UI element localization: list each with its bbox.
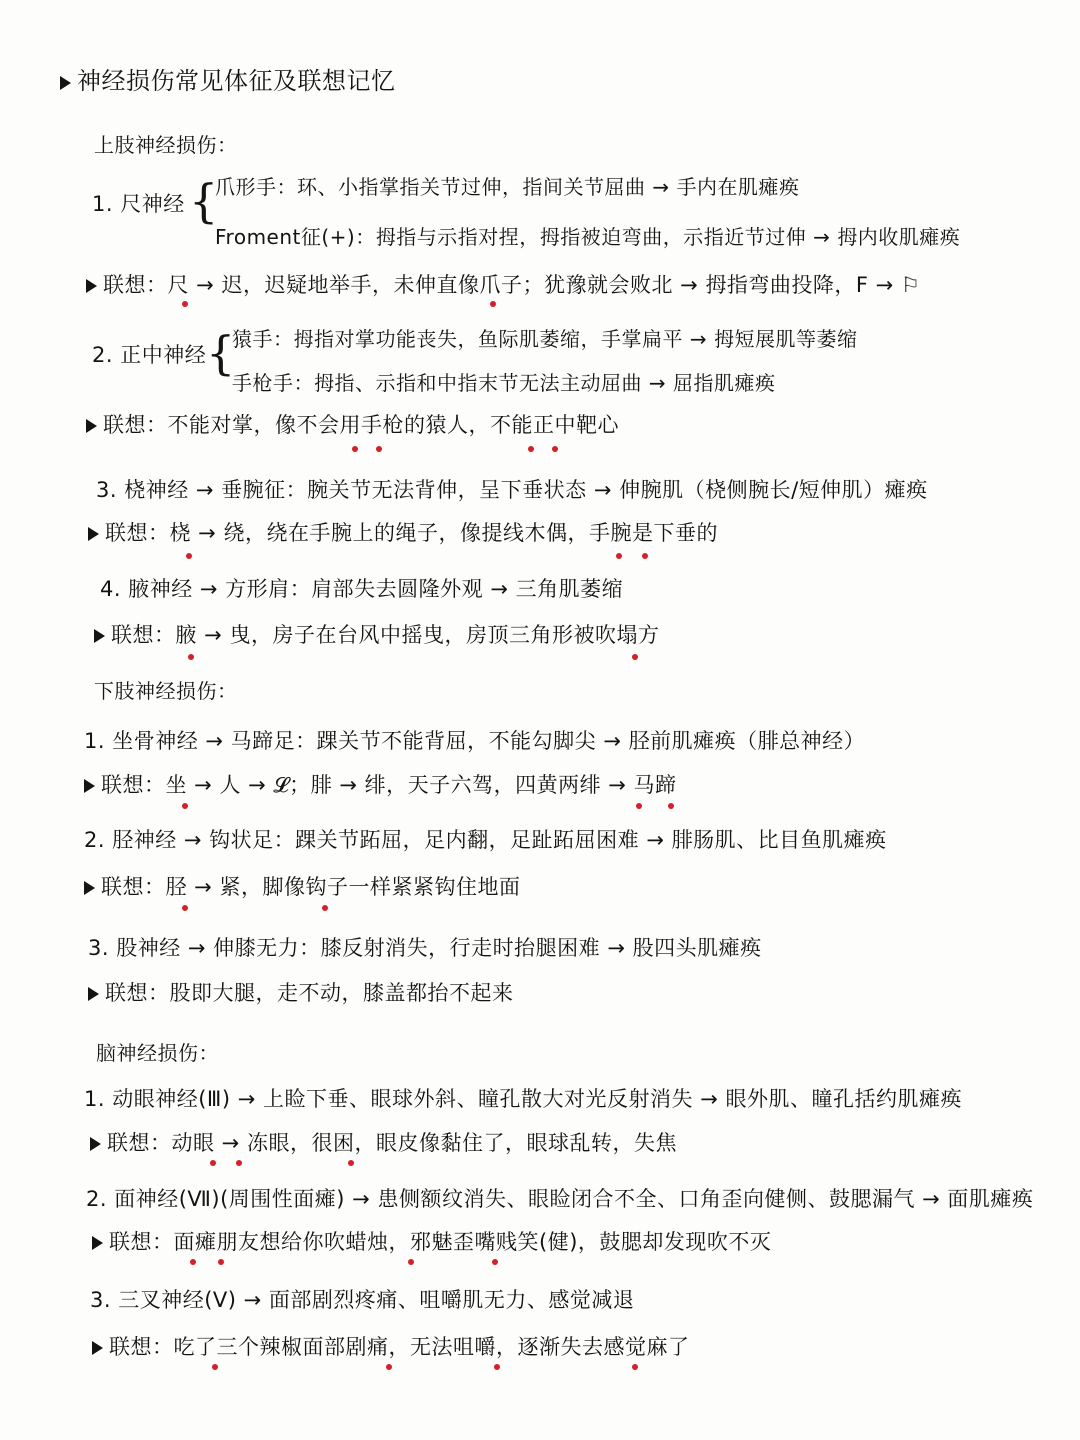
emphasis-dot: [642, 553, 648, 559]
bullet-triangle-icon: [92, 1341, 103, 1355]
sciatic-memory: [84, 770, 677, 800]
median-sign-1: 猿手：拇指对掌功能丧失，鱼际肌萎缩，手掌扁平 → 拇短展肌等萎缩: [232, 327, 858, 351]
emphasis-dot: [616, 553, 622, 559]
section-upper-heading: 上肢神经损伤：: [94, 133, 238, 157]
emphasis-dot: [212, 1364, 218, 1370]
trigeminal-sign: 3. 三叉神经(Ⅴ) → 面部剧烈疼痛、咀嚼肌无力、感觉减退: [90, 1288, 635, 1312]
emphasis-dot: [210, 1160, 216, 1166]
femoral-sign: 3. 股神经 → 伸膝无力：膝反射消失，行走时抬腿困难 → 股四头肌瘫痪: [88, 936, 762, 960]
tibial-memory: [84, 872, 520, 902]
emphasis-dot: [492, 1259, 498, 1265]
median-memory: [86, 410, 619, 440]
bullet-triangle-icon: [90, 1137, 101, 1151]
radial-sign: 3. 桡神经 → 垂腕征：腕关节无法背伸，呈下垂状态 → 伸腕肌（桡侧腕长/短伸肌）瘫痪: [96, 478, 928, 502]
emphasis-dot: [348, 1160, 354, 1166]
emphasis-dot: [218, 1259, 224, 1265]
radial-memory: [88, 518, 718, 548]
emphasis-dot: [322, 905, 328, 911]
bullet-triangle-icon: [86, 419, 97, 433]
oculomotor-sign: 1. 动眼神经(Ⅲ) → 上睑下垂、眼球外斜、瞳孔散大对光反射消失 → 眼外肌、瞳孔括约肌瘫痪: [84, 1087, 962, 1111]
emphasis-dot: [668, 803, 674, 809]
bullet-triangle-icon: [88, 987, 99, 1001]
emphasis-dot: [182, 803, 188, 809]
emphasis-dot: [632, 1364, 638, 1370]
emphasis-dot: [182, 905, 188, 911]
femoral-memory-text: 联想：股即大腿，走不动，膝盖都抬不起来: [105, 981, 514, 1005]
brace-icon: {: [206, 326, 236, 380]
page-title: [60, 66, 396, 96]
bullet-triangle-icon: [94, 629, 105, 643]
bullet-triangle-icon: [92, 1236, 103, 1250]
emphasis-dot: [236, 1160, 242, 1166]
trigeminal-memory-text: 联想：吃了三个辣椒面部剧痛，无法咀嚼，逐渐失去感觉麻了: [109, 1335, 690, 1359]
emphasis-dot: [408, 1259, 414, 1265]
bullet-triangle-icon: [84, 779, 95, 793]
section-brain-heading: 脑神经损伤：: [96, 1041, 219, 1065]
femoral-memory: [88, 978, 514, 1008]
axillary-sign: 4. 腋神经 → 方形肩：肩部失去圆隆外观 → 三角肌萎缩: [100, 577, 624, 601]
ulnar-memory-text: 联想：尺 → 迟，迟疑地举手，未伸直像爪子；犹豫就会败北 → 拇指弯曲投降，F → ⚐: [103, 273, 921, 297]
emphasis-dot: [188, 654, 194, 660]
bullet-triangle-icon: [60, 76, 71, 90]
emphasis-dot: [376, 446, 382, 452]
facial-memory: [92, 1227, 771, 1257]
median-sign-2: 手枪手：拇指、示指和中指末节无法主动屈曲 → 屈指肌瘫痪: [232, 371, 776, 395]
emphasis-dot: [528, 446, 534, 452]
radial-memory-text: 联想：桡 → 绕，绕在手腕上的绳子，像提线木偶，手腕是下垂的: [105, 521, 718, 545]
page-title-text: 神经损伤常见体征及联想记忆: [77, 67, 396, 95]
emphasis-dot: [182, 301, 188, 307]
ulnar-name: 1. 尺神经: [92, 192, 185, 216]
tibial-memory-text: 联想：胫 → 紧，脚像钩子一样紧紧钩住地面: [101, 875, 521, 899]
axillary-memory: [94, 620, 659, 650]
emphasis-dot: [490, 301, 496, 307]
bullet-triangle-icon: [84, 881, 95, 895]
oculomotor-memory-text: 联想：动眼 → 冻眼，很困，眼皮像黏住了，眼球乱转，失焦: [107, 1131, 677, 1155]
ulnar-memory: [86, 270, 920, 300]
axillary-memory-text: 联想：腋 → 曳，房子在台风中摇曳，房顶三角形被吹塌方: [111, 623, 660, 647]
ulnar-sign-1: 爪形手：环、小指掌指关节过伸，指间关节屈曲 → 手内在肌瘫痪: [215, 175, 800, 199]
bullet-triangle-icon: [88, 527, 99, 541]
bullet-triangle-icon: [86, 279, 97, 293]
emphasis-dot: [632, 654, 638, 660]
facial-sign: 2. 面神经(Ⅶ)(周围性面瘫) → 患侧额纹消失、眼睑闭合不全、口角歪向健侧、鼓腮漏气 → 面肌瘫痪: [86, 1187, 1034, 1211]
tibial-sign: 2. 胫神经 → 钩状足：踝关节跖屈，足内翻，足趾跖屈困难 → 腓肠肌、比目鱼肌瘫痪: [84, 828, 887, 852]
brace-icon: {: [189, 174, 219, 228]
sciatic-memory-text: 联想：坐 → 人 → 𝓛；腓 → 绯，天子六驾，四黄两绯 → 马蹄: [101, 773, 677, 797]
oculomotor-memory: [90, 1128, 677, 1158]
emphasis-dot: [552, 446, 558, 452]
ulnar-sign-2: Froment征(+)：拇指与示指对捏，拇指被迫弯曲，示指近节过伸 → 拇内收肌瘫痪: [215, 225, 961, 249]
facial-memory-text: 联想：面瘫朋友想给你吹蜡烛，邪魅歪嘴贱笑(健)，鼓腮却发现吹不灭: [109, 1230, 772, 1254]
emphasis-dot: [386, 1364, 392, 1370]
emphasis-dot: [636, 803, 642, 809]
emphasis-dot: [190, 1259, 196, 1265]
emphasis-dot: [494, 1364, 500, 1370]
sciatic-sign: 1. 坐骨神经 → 马蹄足：踝关节不能背屈，不能勾脚尖 → 胫前肌瘫痪（腓总神经）: [84, 729, 866, 753]
median-name: 2. 正中神经: [92, 343, 207, 367]
median-memory-text: 联想：不能对掌，像不会用手枪的猿人，不能正中靶心: [103, 413, 619, 437]
trigeminal-memory: [92, 1332, 690, 1362]
emphasis-dot: [352, 446, 358, 452]
section-lower-heading: 下肢神经损伤：: [94, 679, 238, 703]
emphasis-dot: [186, 553, 192, 559]
